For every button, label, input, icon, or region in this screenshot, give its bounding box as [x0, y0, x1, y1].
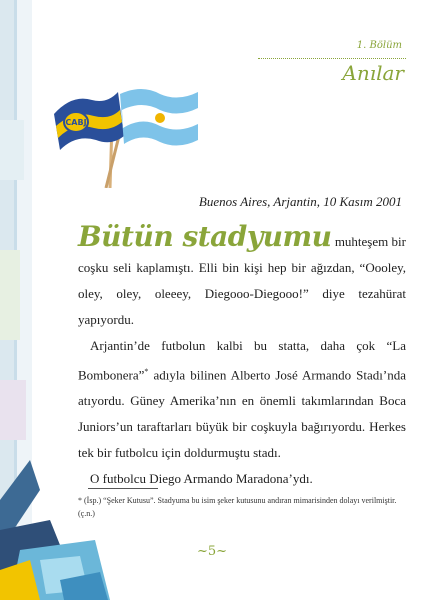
boca-badge-icon [64, 112, 88, 132]
boca-juniors-flag [54, 92, 124, 150]
sun-of-may-icon [155, 113, 165, 123]
dateline: Buenos Aires, Arjantin, 10 Kasım 2001 [198, 194, 402, 209]
chapter-title: Anılar [342, 61, 404, 85]
paragraph-1 [78, 220, 406, 333]
paragraph-1-text: muhteşem bir coşku seli kaplamıştı. Elli bin kişi hep bir ağızdan, “Oooley, oley, oley, oleeey, Diegooo-Diegooo!” diye tezahürat yapıyordu. [78, 234, 406, 327]
page-number: ~5~ [196, 544, 228, 559]
paragraph-3: O futbolcu Diego Armando Maradona’ydı. [90, 471, 313, 487]
paragraph-2-start: Arjantin’de futbolun kalbi bu statta, daha çok “La Bombonera” [78, 338, 406, 383]
paragraph-2-rest: adıyla bilinen Alberto José Armando Stadı’nda atıyordu. Güney Amerika’nın en önemli takımlarından Boca Juniors’un taraftarları büyük bir coşkuyla bağırıyordu. Herkes tek bir futbolcu için doldurmuştu stadı. [78, 367, 406, 461]
paragraph-2 [78, 333, 406, 466]
boca-badge-text: CABJ [65, 118, 87, 127]
footnote-marker: * [144, 367, 149, 376]
decorative-opening-phrase: Bütün stadyumu [78, 220, 332, 253]
chapter-body [78, 220, 406, 492]
chapter-divider [258, 58, 406, 59]
chapter-number: 1. Bölüm [356, 40, 402, 51]
crossed-flags-illustration [52, 84, 202, 188]
stadium-corner-illustration [0, 460, 110, 600]
argentina-flag [120, 89, 198, 146]
footnote: * (İsp.) “Şeker Kutusu”. Stadyuma bu isim şeker kutusunu andıran mimarisinden dolayı verilmiştir. (ç.n.) [78, 496, 397, 518]
